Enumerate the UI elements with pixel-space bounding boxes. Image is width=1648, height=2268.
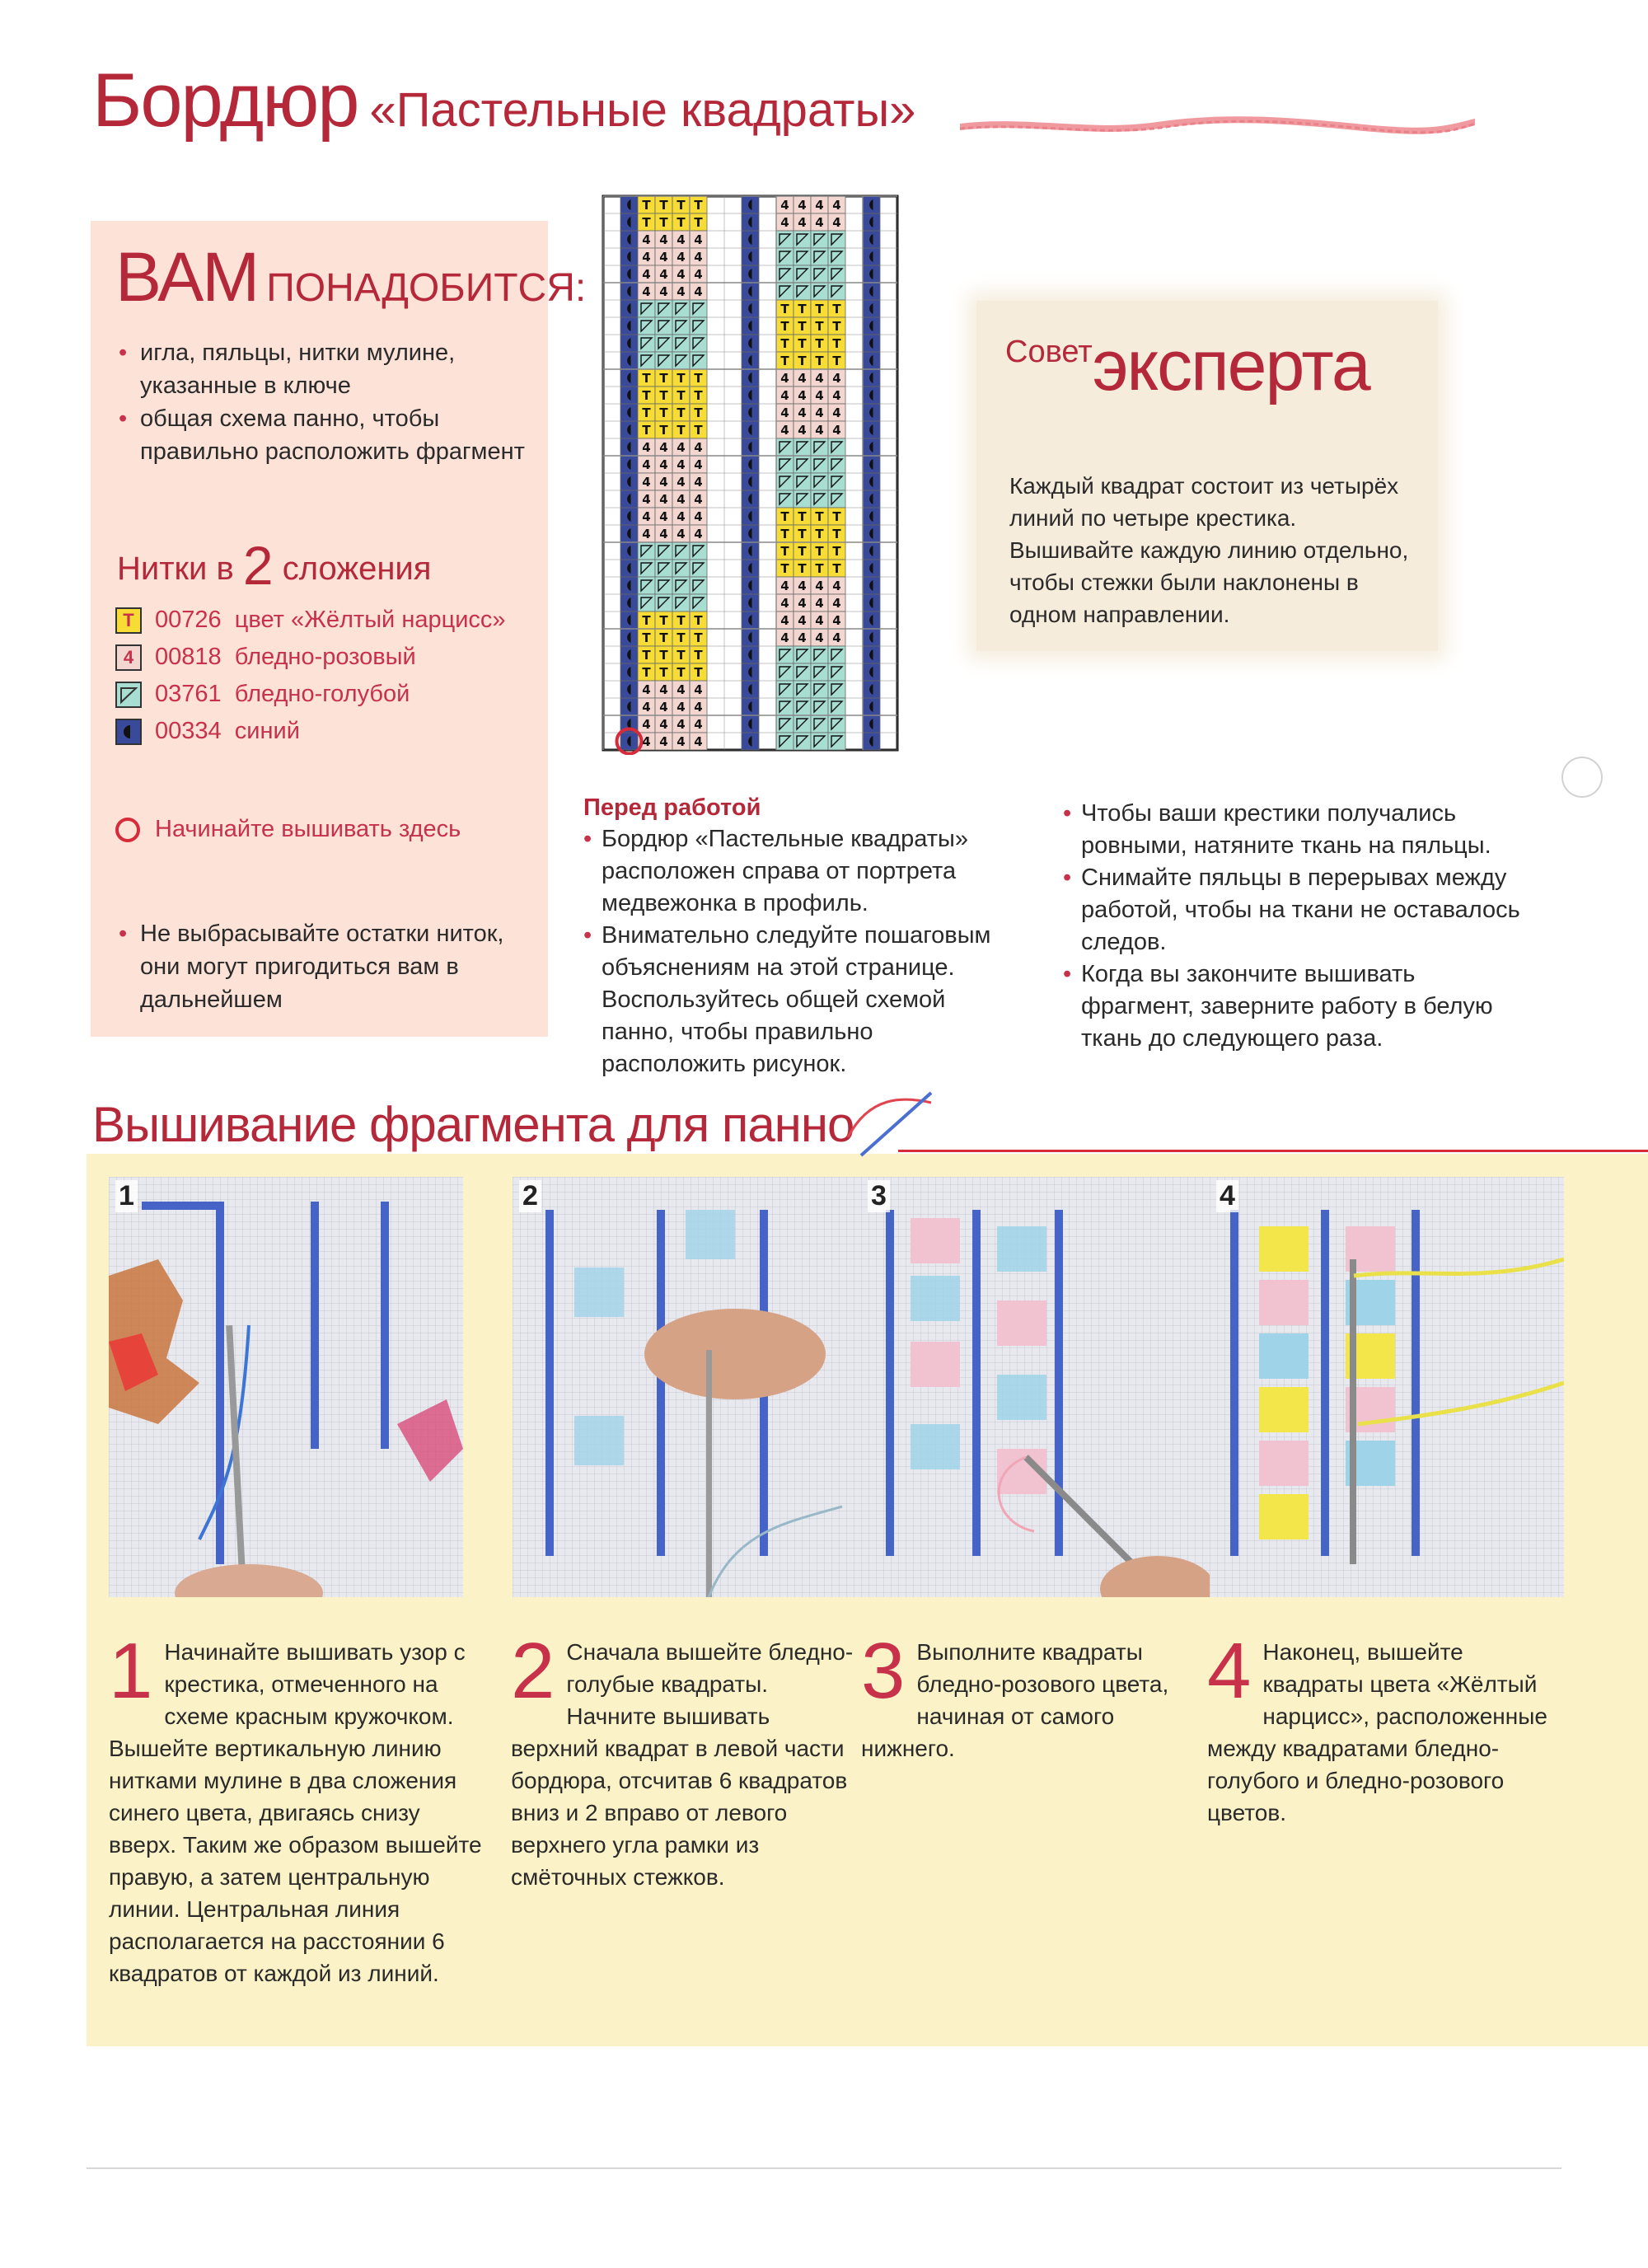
threads-prefix: Нитки в: [117, 551, 234, 587]
chart-cell-symbol: 4: [677, 682, 686, 697]
chart-cell-symbol: T: [677, 388, 686, 403]
before-work-block: [583, 794, 1012, 1080]
step-photo-2: [513, 1177, 867, 1597]
chart-cell-symbol: 4: [677, 250, 686, 265]
chart-cell-symbol: 4: [642, 232, 651, 247]
chart-cell-symbol: T: [642, 665, 651, 680]
step-photo-1: [109, 1177, 463, 1597]
chart-cell-symbol: 4: [780, 405, 789, 420]
chart-cell-symbol: T: [815, 302, 824, 316]
chart-cell-symbol: T: [659, 665, 668, 680]
title-main: Бордюр: [92, 59, 358, 143]
key-row-pink: [115, 639, 544, 676]
chart-cell-symbol: 4: [780, 596, 789, 611]
chart-cell-symbol: T: [659, 630, 668, 645]
chart-cell-symbol: 4: [798, 388, 807, 403]
chart-cell-symbol: T: [642, 613, 651, 628]
chart-cell-symbol: 4: [659, 440, 668, 455]
chart-cell-symbol: 4: [815, 630, 824, 645]
chart-cell-symbol: 4: [815, 388, 824, 403]
key-code: 00818: [155, 644, 222, 670]
chart-cell-symbol: T: [780, 527, 789, 541]
materials-title-big: ВАМ: [115, 238, 259, 316]
key-code: 00334: [155, 718, 222, 744]
step-number: 1: [109, 1627, 153, 1715]
chart-cell-symbol: 4: [780, 630, 789, 645]
chart-cell-symbol: T: [694, 630, 703, 645]
chart-cell-symbol: 4: [798, 423, 807, 438]
chart-cell-symbol: 4: [694, 492, 703, 507]
chart-cell-symbol: 4: [780, 423, 789, 438]
chart-cell-symbol: 4: [694, 700, 703, 715]
chart-cell-symbol: T: [642, 423, 651, 438]
chart-cell-symbol: T: [832, 319, 841, 334]
key-code: 03761: [155, 681, 222, 707]
step-number: 2: [511, 1627, 555, 1715]
cross-stitch-chart: [598, 193, 910, 755]
chart-cell-symbol: 4: [780, 371, 789, 386]
chart-cell-symbol: 4: [780, 198, 789, 213]
keep-threads-note: [117, 917, 537, 1016]
key-row-blue-light: [115, 676, 544, 713]
chart-cell-symbol: 4: [780, 613, 789, 628]
chart-cell-symbol: T: [694, 665, 703, 680]
chart-cell-symbol: T: [659, 198, 668, 213]
chart-cell-symbol: 4: [780, 579, 789, 593]
expert-title: [1005, 326, 1369, 407]
key-name: синий: [234, 718, 300, 744]
chart-cell-symbol: T: [780, 336, 789, 351]
tip-item: • Чтобы ваши крестики получались ровными, натяните ткань на пяльцы.: [1063, 798, 1520, 862]
chart-cell-symbol: T: [677, 648, 686, 663]
chart-cell-symbol: T: [677, 405, 686, 420]
chart-cell-symbol: 4: [694, 475, 703, 490]
chart-cell-symbol: 4: [694, 457, 703, 472]
chart-cell-symbol: T: [642, 405, 651, 420]
chart-cell-symbol: 4: [677, 700, 686, 715]
chart-cell-symbol: 4: [677, 527, 686, 541]
chart-cell-symbol: 4: [798, 215, 807, 230]
chart-cell-symbol: T: [832, 302, 841, 316]
chart-cell-symbol: 4: [815, 596, 824, 611]
chart-cell-symbol: T: [659, 613, 668, 628]
chart-cell-symbol: 4: [642, 682, 651, 697]
chart-cell-symbol: 4: [677, 717, 686, 732]
chart-cell-symbol: 4: [659, 527, 668, 541]
step-3: [861, 1627, 1207, 1764]
chart-cell-symbol: 4: [659, 475, 668, 490]
chart-cell-symbol: T: [780, 544, 789, 559]
title-sub: «Пастельные квадраты»: [369, 83, 916, 137]
chart-cell-symbol: T: [642, 648, 651, 663]
key-name: цвет «Жёлтый нарцисс»: [234, 607, 506, 633]
chart-cell-symbol: 4: [832, 215, 841, 230]
keep-threads-text: • Не выбрасывайте остатки ниток, они могут пригодиться вам в дальнейшем: [117, 917, 537, 1016]
chart-cell-symbol: 4: [659, 284, 668, 299]
chart-cell-symbol: T: [642, 198, 651, 213]
chart-cell-symbol: 4: [815, 423, 824, 438]
chart-cell-symbol: 4: [832, 579, 841, 593]
chart-cell-symbol: 4: [642, 509, 651, 524]
chart-cell-symbol: 4: [642, 267, 651, 282]
chart-cell-symbol: 4: [659, 700, 668, 715]
chart-cell-symbol: T: [677, 215, 686, 230]
chart-cell-symbol: T: [694, 371, 703, 386]
chart-cell-symbol: T: [815, 354, 824, 368]
chart-cell-symbol: T: [642, 371, 651, 386]
section-rule: [898, 1150, 1648, 1152]
step-number: 4: [1207, 1627, 1252, 1715]
chart-cell-symbol: 4: [832, 630, 841, 645]
before-work-item: • Внимательно следуйте пошаговым объяснениям на этой странице. Воспользуйтесь общей схемой панно, чтобы правильно расположить рисунок.: [583, 920, 1012, 1080]
chart-cell-symbol: 4: [659, 457, 668, 472]
chart-cell-symbol: 4: [642, 440, 651, 455]
key-code: 00726: [155, 607, 222, 633]
photo-number: 1: [115, 1180, 138, 1212]
chart-cell-symbol: 4: [642, 250, 651, 265]
chart-cell-symbol: T: [642, 630, 651, 645]
chart-cell-symbol: 4: [677, 492, 686, 507]
chart-cell-symbol: 4: [798, 405, 807, 420]
start-here-text: Начинайте вышивать здесь: [155, 816, 461, 842]
four-symbol-icon: 4: [115, 644, 142, 671]
chart-cell-symbol: T: [642, 388, 651, 403]
chart-cell-symbol: T: [659, 423, 668, 438]
step-text: Выполните квадраты бледно-розового цвета, начиная от самого нижнего.: [861, 1639, 1169, 1761]
chart-cell-symbol: 4: [642, 475, 651, 490]
key-name: бледно-голубой: [234, 681, 410, 707]
chart-cell-symbol: T: [815, 336, 824, 351]
chart-cell-symbol: 4: [798, 630, 807, 645]
chart-cell-symbol: T: [694, 405, 703, 420]
materials-item: • игла, пяльцы, нитки мулине, указанные в ключе: [117, 336, 537, 402]
photo-number: 3: [868, 1180, 890, 1212]
chart-cell-symbol: 4: [677, 232, 686, 247]
chart-cell-symbol: T: [815, 319, 824, 334]
chart-cell-symbol: T: [798, 509, 807, 524]
chart-cell-symbol: 4: [659, 717, 668, 732]
chart-cell-symbol: 4: [694, 527, 703, 541]
chart-cell-symbol: 4: [677, 475, 686, 490]
chart-cell-symbol: 4: [642, 457, 651, 472]
chart-cell-symbol: T: [694, 215, 703, 230]
chart-cell-symbol: 4: [677, 284, 686, 299]
chart-cell-symbol: T: [659, 371, 668, 386]
materials-title: [115, 237, 586, 317]
chart-cell-symbol: 4: [694, 232, 703, 247]
chart-cell-symbol: 4: [832, 198, 841, 213]
key-row-navy: [115, 713, 544, 750]
step-text: Начинайте вышивать узор с крестика, отмеченного на схеме красным кружочком. Вышейте вертикальную линию нитками мулине в два сложения синего цвета, двигаясь снизу вверх. Таким же образом вышейте правую, а затем центральную линии. Центральная линия располагается на расстоянии 6 квадратов от каждой из линий.: [109, 1639, 482, 1986]
chart-cell-symbol: 4: [659, 734, 668, 749]
start-here-note: [115, 816, 461, 843]
materials-list: [117, 336, 537, 468]
chart-cell-symbol: T: [815, 544, 824, 559]
chart-cell-symbol: T: [677, 613, 686, 628]
chart-cell-symbol: 4: [677, 267, 686, 282]
threads-suffix: сложения: [282, 551, 432, 587]
step-2: [511, 1627, 857, 1893]
chart-cell-symbol: 4: [780, 215, 789, 230]
step-photo-3: [861, 1177, 1215, 1597]
threads-heading: [117, 534, 431, 597]
step-photo-4: [1210, 1177, 1564, 1597]
chart-cell-symbol: 4: [694, 682, 703, 697]
chart-cell-symbol: 4: [659, 250, 668, 265]
chart-cell-symbol: 4: [694, 440, 703, 455]
chart-cell-symbol: 4: [694, 267, 703, 282]
chart-cell-symbol: T: [677, 665, 686, 680]
page-title: [92, 58, 915, 144]
chart-cell-symbol: T: [780, 354, 789, 368]
chart-cell-symbol: T: [832, 336, 841, 351]
chart-cell-symbol: T: [677, 423, 686, 438]
page-bottom-rule: [87, 2167, 1561, 2169]
chart-cell-symbol: 4: [694, 717, 703, 732]
chart-cell-symbol: T: [832, 544, 841, 559]
before-work-heading: Перед работой: [583, 794, 761, 821]
chart-cell-symbol: T: [694, 198, 703, 213]
chart-cell-symbol: 4: [642, 527, 651, 541]
chart-cell-symbol: 4: [798, 371, 807, 386]
chart-cell-symbol: 4: [832, 613, 841, 628]
chart-cell-symbol: T: [832, 527, 841, 541]
binder-hole: [1561, 757, 1603, 798]
chart-cell-symbol: T: [677, 630, 686, 645]
expert-text: Каждый квадрат состоит из четырёх линий по четыре крестика. Вышивайте каждую линию отдельно, чтобы стежки были наклонены в одном направлении.: [1009, 473, 1409, 627]
chart-cell-symbol: 4: [815, 215, 824, 230]
chart-cell-symbol: T: [832, 354, 841, 368]
chart-cell-symbol: 4: [815, 579, 824, 593]
chart-cell-symbol: 4: [832, 405, 841, 420]
chart-cell-symbol: T: [815, 509, 824, 524]
step-4: [1207, 1627, 1553, 1829]
chart-cell-symbol: 4: [832, 423, 841, 438]
expert-tip-panel: [976, 301, 1438, 651]
chart-cell-symbol: T: [642, 215, 651, 230]
chart-cell-symbol: T: [780, 302, 789, 316]
chart-cell-symbol: 4: [659, 232, 668, 247]
chart-cell-symbol: T: [694, 648, 703, 663]
chart-cell-symbol: 4: [659, 492, 668, 507]
chart-cell-symbol: T: [798, 544, 807, 559]
chart-cell-symbol: T: [677, 198, 686, 213]
chart-cell-symbol: 4: [780, 388, 789, 403]
thread-key: [115, 602, 544, 750]
chart-cell-symbol: T: [780, 561, 789, 576]
chart-cell-symbol: 4: [798, 579, 807, 593]
step-1: [109, 1627, 488, 1989]
chart-cell-symbol: 4: [815, 198, 824, 213]
tip-item: • Когда вы закончите вышивать фрагмент, заверните работу в белую ткань до следующего раза.: [1063, 958, 1520, 1055]
chart-cell-symbol: T: [694, 388, 703, 403]
chart-cell-symbol: 4: [642, 734, 651, 749]
step-number: 3: [861, 1627, 906, 1715]
thread-decoration: [960, 115, 1475, 138]
chart-cell-symbol: 4: [798, 596, 807, 611]
chart-cell-symbol: 4: [677, 440, 686, 455]
chart-cell-symbol: 4: [694, 284, 703, 299]
chart-cell-symbol: T: [815, 561, 824, 576]
chart-cell-symbol: T: [659, 388, 668, 403]
step-text: Сначала вышейте бледно-голубые квадраты. Начните вышивать верхний квадрат в левой части бордюра, отсчитав 6 квадратов вниз и 2 вправо от левого верхнего угла рамки из смёточных стежков.: [511, 1639, 854, 1890]
chart-cell-symbol: 4: [642, 492, 651, 507]
chart-cell-symbol: T: [659, 648, 668, 663]
chart-cell-symbol: 4: [815, 613, 824, 628]
circle-icon: [115, 818, 140, 842]
chart-cell-symbol: 4: [815, 405, 824, 420]
tips-block: [1063, 798, 1520, 1055]
half-circle-symbol-icon: [115, 719, 142, 745]
photo-number: 2: [519, 1180, 541, 1212]
chart-cell-symbol: 4: [677, 734, 686, 749]
chart-cell-symbol: T: [815, 527, 824, 541]
chart-cell-symbol: T: [832, 561, 841, 576]
key-row-yellow: [115, 602, 544, 639]
chart-cell-symbol: T: [798, 527, 807, 541]
chart-cell-symbol: T: [798, 302, 807, 316]
chart-cell-symbol: T: [798, 336, 807, 351]
chart-cell-symbol: T: [832, 509, 841, 524]
chart-cell-symbol: T: [659, 215, 668, 230]
materials-item: • общая схема панно, чтобы правильно расположить фрагмент: [117, 402, 537, 468]
photo-number: 4: [1216, 1180, 1238, 1212]
chart-cell-symbol: T: [798, 561, 807, 576]
chart-cell-symbol: 4: [832, 596, 841, 611]
triangle-symbol-icon: [115, 682, 142, 708]
chart-cell-symbol: T: [677, 371, 686, 386]
steps-section-title: Вышивание фрагмента для панно: [92, 1097, 854, 1152]
chart-cell-symbol: T: [694, 613, 703, 628]
chart-cell-symbol: 4: [815, 371, 824, 386]
threads-number: 2: [242, 535, 274, 596]
chart-cell-symbol: 4: [694, 734, 703, 749]
tip-item: • Снимайте пяльцы в перерывах между работой, чтобы на ткани не оставалось следов.: [1063, 862, 1520, 958]
expert-title-big: эксперта: [1092, 326, 1369, 405]
chart-cell-symbol: 4: [832, 388, 841, 403]
t-symbol-icon: T: [115, 607, 142, 634]
chart-cell-symbol: T: [659, 405, 668, 420]
chart-cell-symbol: T: [780, 319, 789, 334]
chart-cell-symbol: 4: [642, 284, 651, 299]
chart-cell-symbol: 4: [642, 717, 651, 732]
before-work-item: • Бордюр «Пастельные квадраты» расположен справа от портрета медвежонка в профиль.: [583, 823, 1012, 920]
chart-cell-symbol: 4: [694, 250, 703, 265]
chart-cell-symbol: T: [780, 509, 789, 524]
chart-cell-symbol: 4: [659, 682, 668, 697]
chart-cell-symbol: T: [798, 354, 807, 368]
key-name: бледно-розовый: [234, 644, 416, 670]
chart-cell-symbol: 4: [694, 509, 703, 524]
chart-cell-symbol: T: [694, 423, 703, 438]
expert-title-small: Совет: [1005, 335, 1093, 369]
chart-cell-symbol: 4: [642, 700, 651, 715]
chart-cell-symbol: 4: [659, 509, 668, 524]
chart-cell-symbol: 4: [677, 457, 686, 472]
materials-title-small: ПОНАДОБИТСЯ:: [266, 266, 587, 310]
chart-cell-symbol: 4: [659, 267, 668, 282]
chart-cell-symbol: 4: [832, 371, 841, 386]
step-text: Наконец, вышейте квадраты цвета «Жёлтый нарцисс», расположенные между квадратами бледно-голубого и бледно-розового цветов.: [1207, 1639, 1547, 1825]
materials-panel: [91, 221, 587, 1037]
chart-cell-symbol: 4: [677, 509, 686, 524]
chart-cell-symbol: 4: [798, 198, 807, 213]
chart-cell-symbol: 4: [798, 613, 807, 628]
chart-cell-symbol: T: [798, 319, 807, 334]
